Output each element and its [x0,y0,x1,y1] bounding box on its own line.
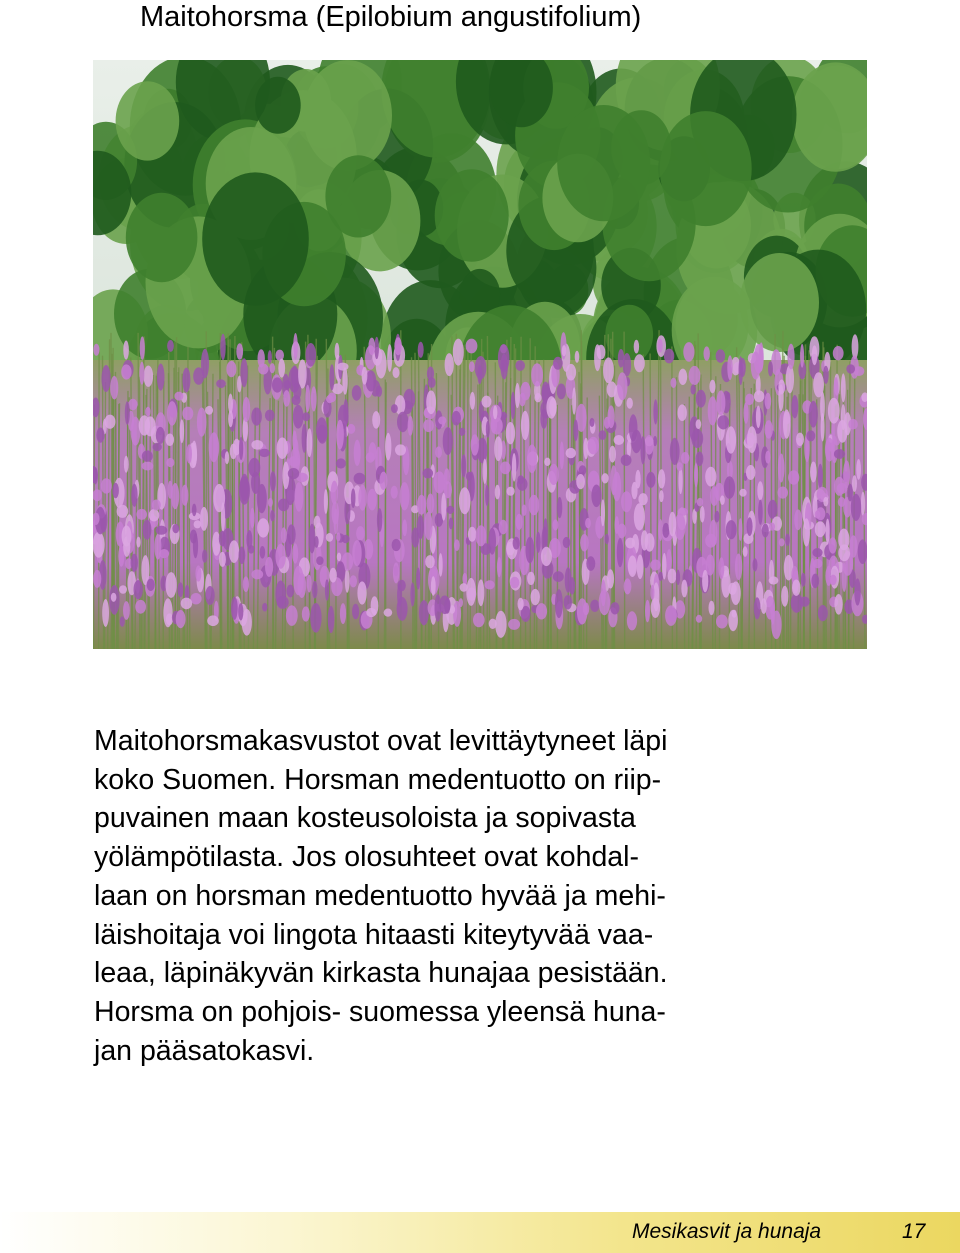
body-line: leaa, läpinäkyvän kirkasta hunajaa pesistään. [94,957,668,990]
body-line: puvainen maan kosteusoloista ja sopivasta [94,802,636,835]
body-line: koko Suomen. Horsman medentuotto on riip- [94,763,662,796]
body-line: Maitohorsmakasvustot ovat levittäytyneet läpi [94,725,668,757]
fireweed-meadow-photo [93,60,867,649]
body-line: jan pääsatokasvi. [94,1034,315,1067]
page-number: 17 [902,1220,926,1243]
body-line: laan on horsman medentuotto hyvää ja mehi- [94,879,666,912]
body-line: läishoitaja voi lingota hitaasti kiteytyvää vaa- [94,918,654,951]
footer-title: Mesikasvit ja hunaja [632,1220,822,1243]
body-paragraph [94,722,854,1070]
body-line: yölämpötilasta. Jos olosuhteet ovat kohdal- [94,841,639,874]
body-line: Horsma on pohjois- suomessa yleensä huna- [94,995,666,1028]
page-title: Maitohorsma (Epilobium angustifolium) [140,1,642,33]
